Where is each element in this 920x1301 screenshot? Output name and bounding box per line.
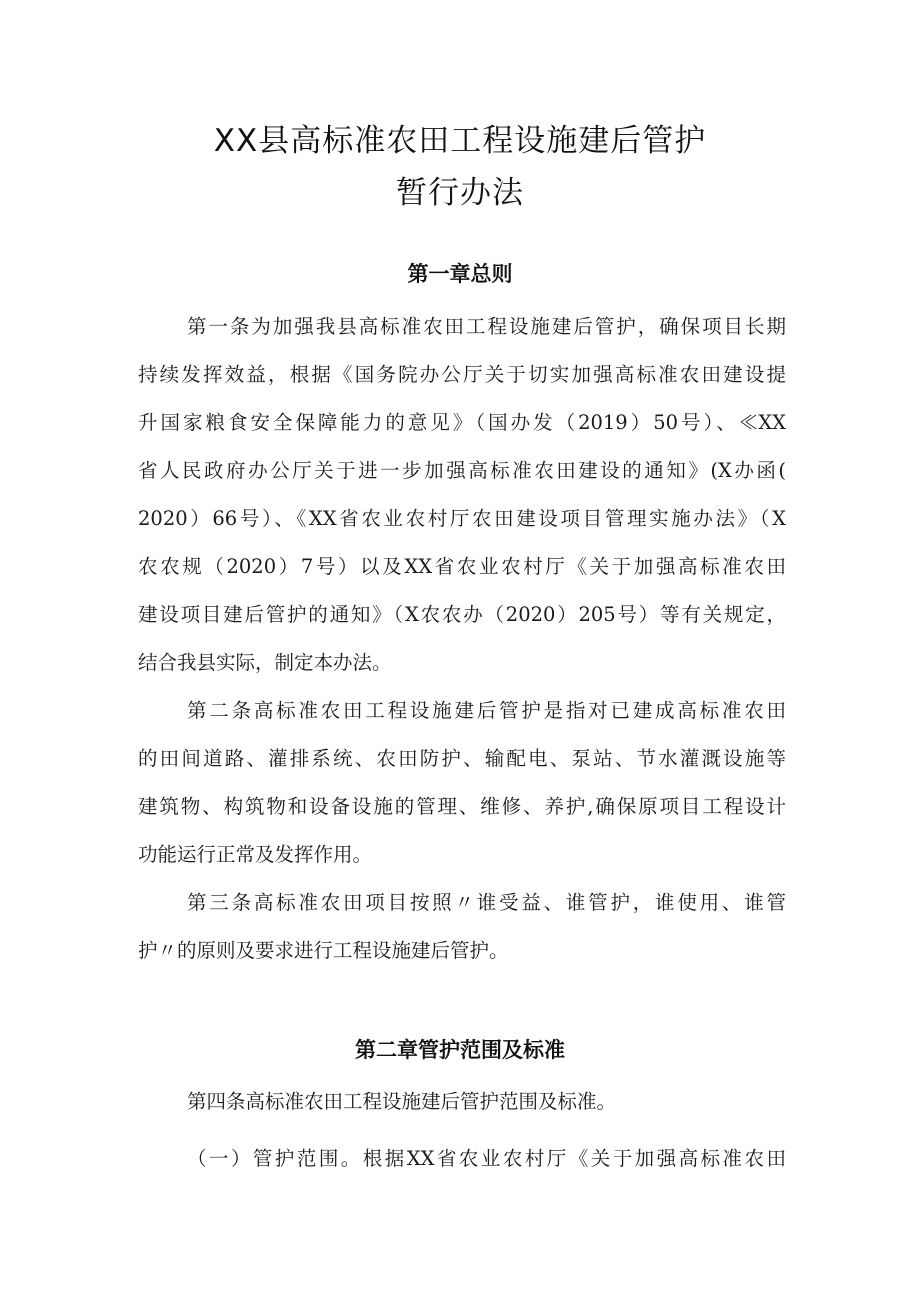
item1-line: （一）管护范围。根据XX省农业农村厅《关于加强高标准农田 xyxy=(187,1147,786,1170)
article1-line: 结合我县实际，制定本办法。 xyxy=(138,651,392,674)
article1-line: 2020）66号）、《XX省农业农村厅农田建设项目管理实施办法》（X xyxy=(138,507,786,530)
article1-line: 建设项目建后管护的通知》（X农农办（2020）205号）等有关规定， xyxy=(138,603,786,626)
article1-line: 省人民政府办公厅关于进一步加强高标准农田建设的通知》(X办函( xyxy=(138,459,786,482)
article1-line: 升国家粮食安全保障能力的意见》（国办发（2019）50号）、≪XX xyxy=(138,411,786,434)
article1-line: 农农规（2020）7号）以及XX省农业农村厅《关于加强高标准农田 xyxy=(138,555,786,578)
article3-line: 护〃的原则及要求进行工程设施建后管护。 xyxy=(138,939,509,962)
article2-line: 功能运行正常及发挥作用。 xyxy=(138,843,373,866)
article2-line: 第二条高标准农田工程设施建后管护是指对已建成高标准农田 xyxy=(187,699,786,722)
article1-line: 第一条为加强我县高标准农田工程设施建后管护，确保项目长期 xyxy=(187,315,786,338)
article1-line: 持续发挥效益，根据《国务院办公厅关于切实加强高标准农田建设提 xyxy=(138,363,786,386)
article3-line: 第三条高标准农田项目按照〃谁受益、谁管护，谁使用、谁管 xyxy=(187,891,786,914)
document-title-line2: 暂行办法 xyxy=(396,175,524,211)
article2-line: 的田间道路、灌排系统、农田防护、输配电、泵站、节水灌溉设施等 xyxy=(138,747,786,770)
article4-line: 第四条高标准农田工程设施建后管护范围及标准。 xyxy=(187,1090,617,1113)
document-title-line1: XX县高标准农田工程设施建后管护 xyxy=(213,123,707,159)
chapter2-heading: 第二章管护范围及标准 xyxy=(355,1038,565,1062)
article2-line: 建筑物、构筑物和设备设施的管理、维修、养护,确保原项目工程设计 xyxy=(138,795,786,818)
chapter1-heading: 第一章总则 xyxy=(407,262,513,286)
